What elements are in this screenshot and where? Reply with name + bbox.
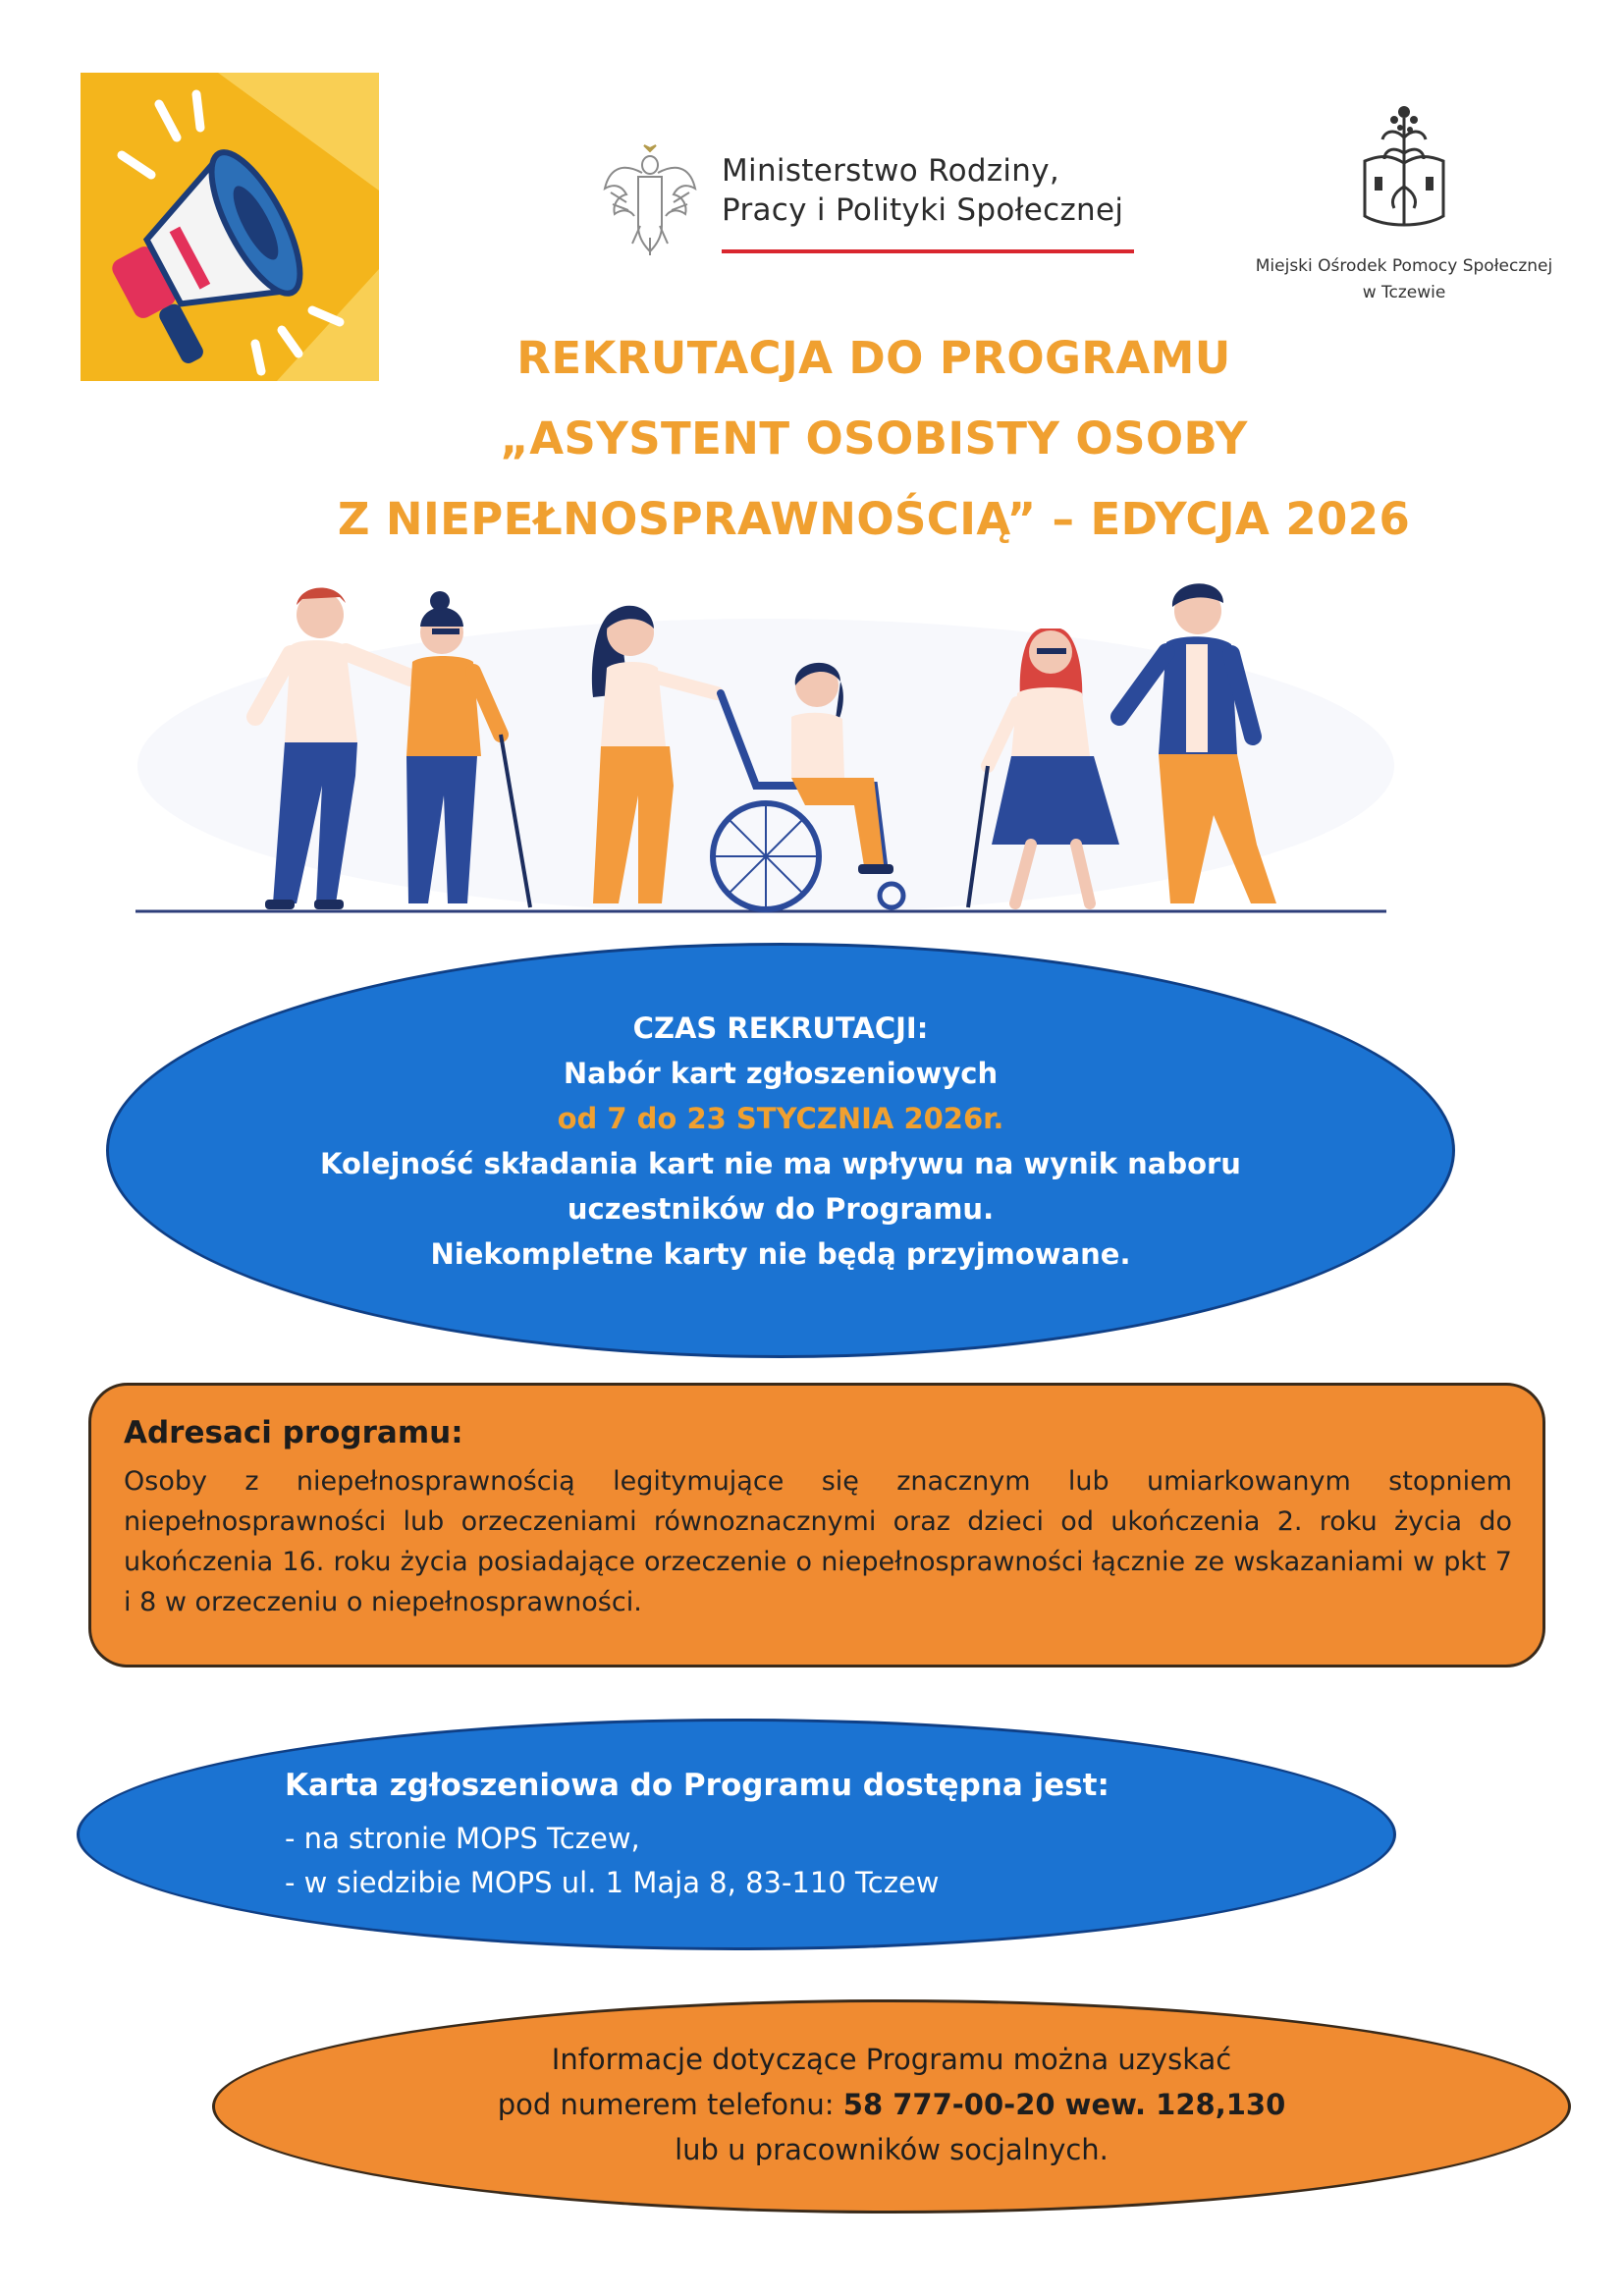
card-availability-ellipse — [77, 1719, 1396, 1950]
recruitment-dates: od 7 do 23 STYCZNIA 2026r. — [557, 1102, 1004, 1135]
recruitment-line5: Niekompletne karty nie będą przyjmowane. — [430, 1237, 1131, 1271]
contact-phone-number: 58 777-00-20 wew. 128,130 — [842, 2088, 1286, 2121]
recruitment-line1: Nabór kart zgłoszeniowych — [563, 1057, 999, 1090]
ministry-red-line — [722, 249, 1134, 253]
mops-name-line2: w Tczewie — [1362, 283, 1446, 302]
recruitment-info — [106, 1006, 1455, 1277]
contact-info — [212, 2037, 1571, 2172]
recruitment-line3: Kolejność składania kart nie ma wpływu na wynik naboru — [320, 1147, 1241, 1180]
ministry-logo — [601, 143, 1131, 261]
recruitment-line4: uczestników do Programu. — [567, 1192, 995, 1226]
program-title — [196, 318, 1551, 560]
mops-name-line1: Miejski Ośrodek Pomocy Społecznej — [1255, 256, 1553, 276]
contact-phone-prefix: pod numerem telefonu: — [497, 2088, 843, 2121]
title-line3: Z NIEPEŁNOSPRAWNOŚCIĄ” – EDYCJA 2026 — [337, 493, 1411, 545]
title-line1: REKRUTACJA DO PROGRAMU — [516, 332, 1231, 384]
audience-description: Osoby z niepełnosprawnością legitymujące się znacznym lub umiarkowanym stopniem niepełnosprawności lub orzeczeniami równoznacznymi oraz dzieci od ukończenia 2. roku życia do ukończenia 16. roku życia posiadające orzeczenie o niepełnosprawności łącznie ze wskazaniami w pkt 7 i 8 w orzeczeniu o niepełnosprawności. — [124, 1466, 1512, 1617]
polish-eagle-icon — [601, 143, 699, 257]
mops-name — [1227, 253, 1581, 306]
contact-line1: Informacje dotyczące Programu można uzyskać — [551, 2043, 1232, 2076]
people-illustration — [128, 570, 1404, 923]
contact-line2 — [212, 2082, 1571, 2127]
mops-emblem-icon — [1355, 98, 1453, 236]
card-location-website: - na stronie MOPS Tczew, — [285, 1822, 640, 1855]
ministry-name-line1: Ministerstwo Rodziny, — [722, 153, 1060, 189]
contact-line3: lub u pracowników socjalnych. — [675, 2133, 1109, 2166]
card-location-office: - w siedzibie MOPS ul. 1 Maja 8, 83-110 Tczew — [285, 1866, 940, 1899]
ministry-name-line2: Pracy i Polityki Społecznej — [722, 192, 1124, 228]
recruitment-heading: CZAS REKRUTACJI: — [632, 1011, 929, 1045]
card-availability-heading: Karta zgłoszeniowa do Programu dostępna jest: — [285, 1768, 1109, 1803]
title-line2: „ASYSTENT OSOBISTY OSOBY — [500, 412, 1248, 465]
audience-heading: Adresaci programu: — [124, 1415, 463, 1450]
